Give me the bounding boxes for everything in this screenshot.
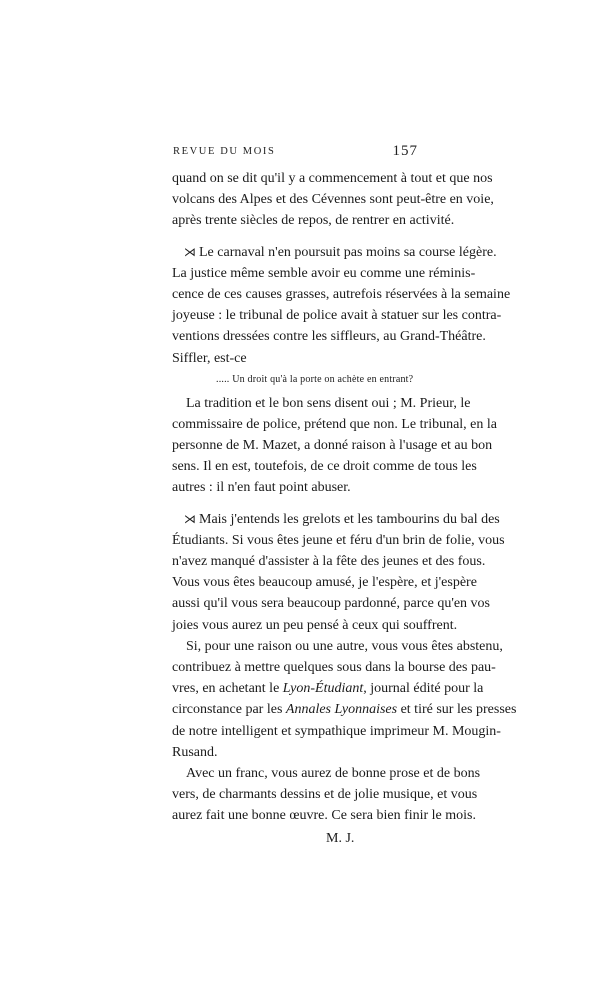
text-line-content: Le carnaval n'en poursuit pas moins sa course légère. [199,244,497,260]
italic-title: Annales Lyonnaises [285,702,398,718]
paragraph [172,242,511,369]
text-line: joies vous aurez un peu pensé à ceux qui souffrent. [172,617,458,633]
text-line: contribuez à mettre quelques sous dans la bourse des pau- [172,659,496,675]
text-line: sens. Il en est, toutefois, de ce droit comme de tous les [172,459,477,475]
text-line: vers, de charmants dessins et de jolie musique, et vous [172,787,478,803]
text-line: vres, en achetant le Lyon-Étudiant, journal édité pour la [172,681,484,697]
text-line: ventions dressées contre les siffleurs, au Grand-Théâtre. [172,329,486,345]
text-line: Rusand. [172,744,218,760]
text-line: Si, pour une raison ou une autre, vous vous êtes abstenu, [186,638,503,654]
text-line: cence de ces causes grasses, autrefois réservées à la semaine [172,286,511,302]
text-line: joyeuse : le tribunal de police avait à statuer sur les contra- [172,308,502,324]
text-line [172,509,500,530]
text-line: aurez fait une bonne œuvre. Ce sera bien finir le mois. [172,808,477,824]
paragraph [172,636,517,763]
paragraph [172,168,494,232]
text-line: circonstance par les Annales Lyonnaises et tiré sur les presses [172,702,517,718]
text-line: Vous vous êtes beaucoup amusé, je l'espère, et j'espère [172,575,477,591]
text-line: n'avez manqué d'assister à la fête des jeunes et des fous. [172,554,486,569]
text-line: La tradition et le bon sens disent oui ; M. Prieur, le [186,395,471,411]
section-marker-icon: ⋊ [184,244,196,259]
italic-title: Lyon-Étudiant [282,681,364,697]
text-line-content: Mais j'entends les grelots et les tambourins du bal des [199,511,500,527]
page-header [173,144,418,164]
text-line: La justice même semble avoir eu comme une réminis- [172,265,476,281]
page-number: 157 [392,143,418,159]
text-line: autres : il n'en faut point abuser. [172,480,351,496]
text-line: de notre intelligent et sympathique imprimeur M. Mougin- [172,723,501,739]
body-text [172,168,517,849]
verse-quote: ..... Un droit qu'à la porte on achète en entrant? [216,373,414,385]
text-line: commissaire de police, prétend que non. Le tribunal, en la [172,416,498,432]
text-line: volcans des Alpes et des Cévennes sont peut-être en voie, [172,192,494,208]
text-line: Avec un franc, vous aurez de bonne prose et de bons [186,765,481,781]
text-line: personne de M. Mazet, a donné raison à l'usage et au bon [172,438,493,454]
text-line: aussi qu'il vous sera beaucoup pardonné, parce qu'en vos [172,596,491,612]
paragraph [172,393,498,499]
paragraph [172,763,481,827]
text-line [172,242,497,263]
text-line: Siffler, est-ce [172,350,247,366]
text-line: Étudiants. Si vous êtes jeune et féru d'un brin de folie, vous [172,532,505,548]
running-head: REVUE DU MOIS [173,146,276,157]
author-signature: M. J. [326,831,355,847]
paragraph [172,509,505,636]
text-line: après trente siècles de repos, de rentrer en activité. [172,213,455,229]
text-line: quand on se dit qu'il y a commencement à tout et que nos [172,171,493,186]
section-marker-icon: ⋊ [184,511,196,526]
